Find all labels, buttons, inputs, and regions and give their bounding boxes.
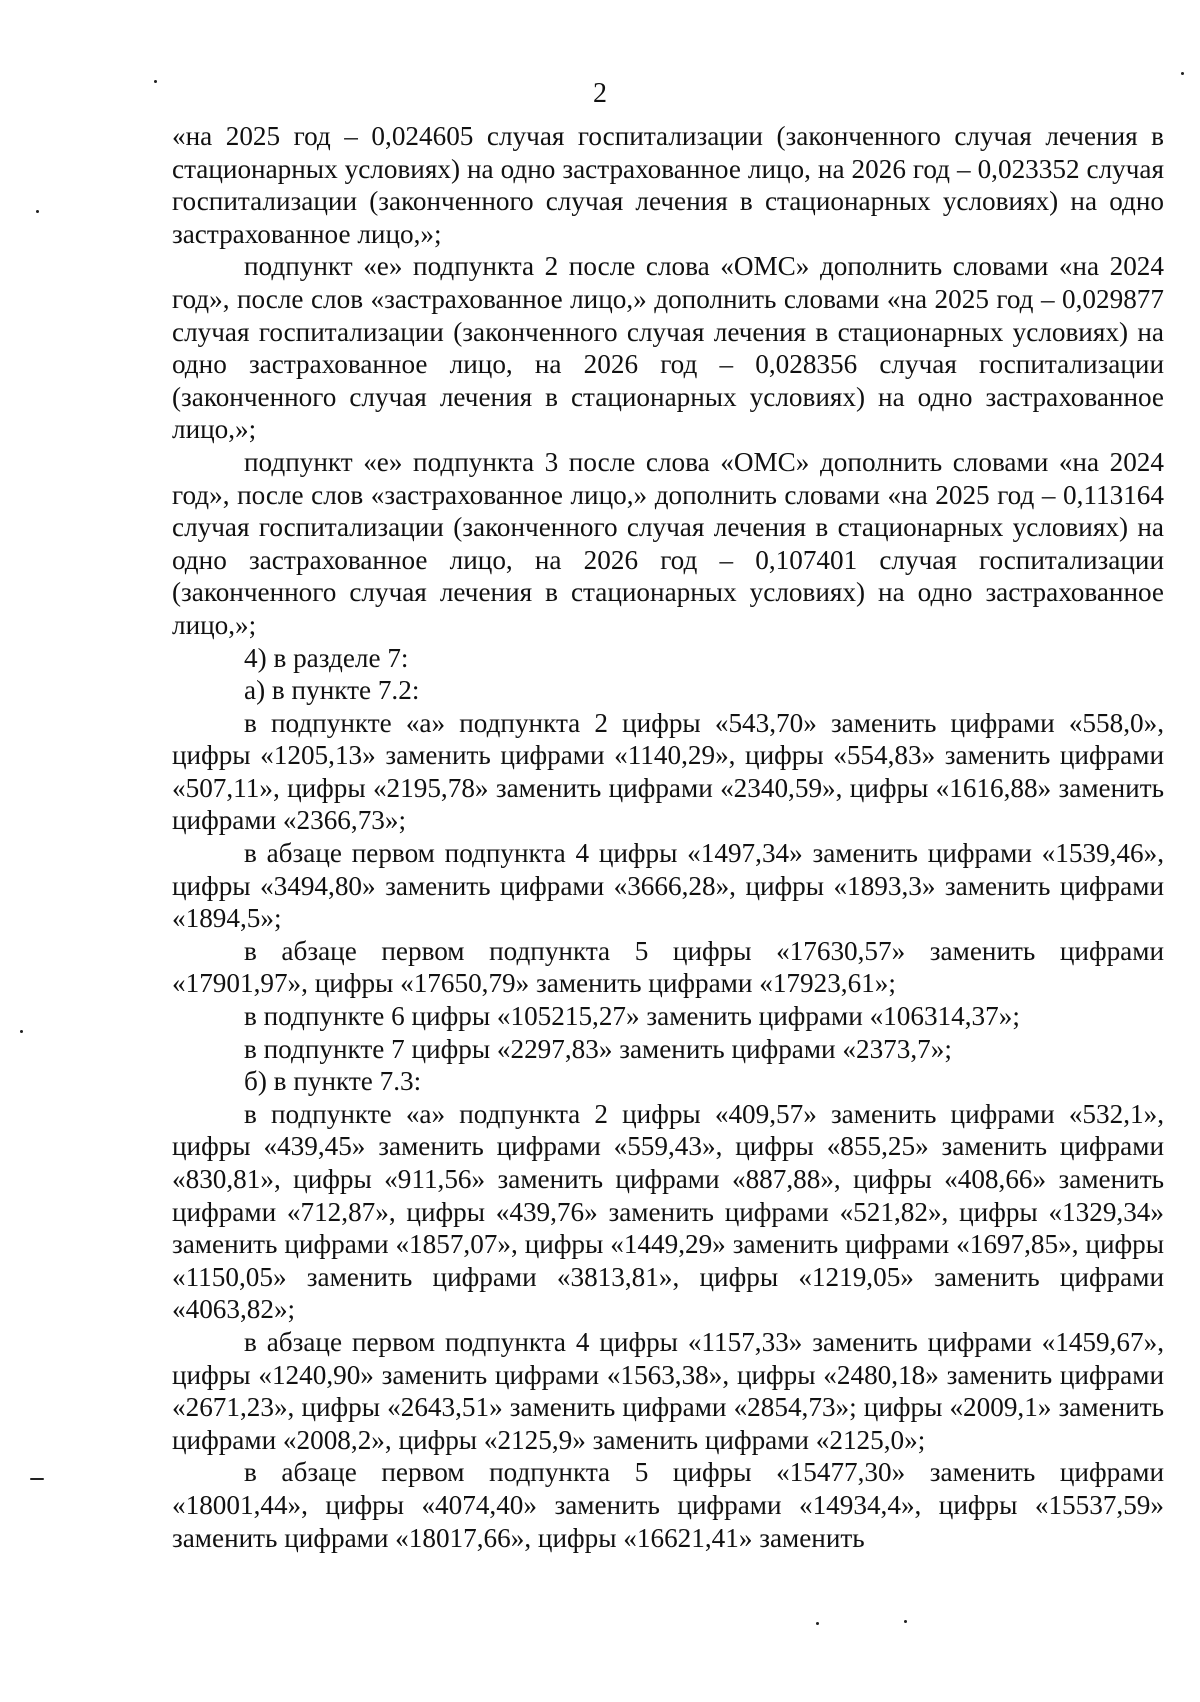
scan-speck: [30, 1478, 44, 1480]
page-number: 2: [593, 78, 607, 109]
document-body: [172, 120, 1164, 1554]
paragraph-7-2-sub-5: в абзаце первом подпункта 5 цифры «17630,57» заменить цифрами «17901,97», цифры «17650,79» заменить цифрами «17923,61»;: [172, 935, 1164, 999]
paragraph-7-3-sub-2: в подпункте «а» подпункта 2 цифры «409,57» заменить цифрами «532,1», цифры «439,45» заменить цифрами «559,43», цифры «855,25» заменить цифрами «830,81», цифры «911,56» заменить цифрами «887,88», цифры «408,66» заменить цифрами «712,87», цифры «439,76» заменить цифрами «521,82», цифры «1329,34» заменить цифрами «1857,07», цифры «1449,29» заменить цифрами «1697,85», цифры «1150,05» заменить цифрами «3813,81», цифры «1219,05» заменить цифрами «4063,82»;: [172, 1098, 1164, 1325]
scan-speck: [1181, 72, 1184, 75]
paragraph-point-7-2: а) в пункте 7.2:: [244, 675, 420, 706]
paragraph-subitem-e-3: подпункт «е» подпункта 3 после слова «ОМС» дополнить словами «на 2024 год», после слов «застрахованное лицо,» дополнить словами «на 2025 год – 0,113164 случая госпитализации (законченного случая лечения в стационарных условиях) на одно застрахованное лицо, на 2026 год – 0,107401 случая госпитализации (законченного случая лечения в стационарных условиях) на одно застрахованное лицо,»;: [172, 446, 1164, 640]
scan-speck: [20, 1030, 23, 1033]
scan-speck: [154, 80, 157, 83]
paragraph-7-2-sub-6: в подпункте 6 цифры «105215,27» заменить цифрами «106314,37»;: [244, 1001, 1020, 1032]
paragraph-7-2-sub-7: в подпункте 7 цифры «2297,83» заменить цифрами «2373,7»;: [244, 1033, 952, 1064]
paragraph-subitem-e-2: подпункт «е» подпункта 2 после слова «ОМС» дополнить словами «на 2024 год», после слов «застрахованное лицо,» дополнить словами «на 2025 год – 0,029877 случая госпитализации (законченного случая лечения в стационарных условиях) на одно застрахованное лицо, на 2026 год – 0,028356 случая госпитализации (законченного случая лечения в стационарных условиях) на одно застрахованное лицо,»;: [172, 251, 1164, 445]
paragraph-7-3-sub-5: в абзаце первом подпункта 5 цифры «15477,30» заменить цифрами «18001,44», цифры «4074,40» заменить цифрами «14934,4», цифры «15537,59» заменить цифрами «18017,66», цифры «16621,41» заменить: [172, 1457, 1164, 1553]
scan-speck: [904, 1620, 907, 1623]
paragraph-7-2-sub-2: в подпункте «а» подпункта 2 цифры «543,70» заменить цифрами «558,0», цифры «1205,13» заменить цифрами «1140,29», цифры «554,83» заменить цифрами «507,11», цифры «2195,78» заменить цифрами «2340,59», цифры «1616,88» заменить цифрами «2366,73»;: [172, 707, 1164, 836]
paragraph-point-7-3: б) в пункте 7.3:: [244, 1066, 422, 1097]
paragraph-7-2-sub-4: в абзаце первом подпункта 4 цифры «1497,34» заменить цифрами «1539,46», цифры «3494,80» заменить цифрами «3666,28», цифры «1893,3» заменить цифрами «1894,5»;: [172, 838, 1164, 934]
paragraph-section-7: 4) в разделе 7:: [244, 642, 409, 673]
scan-speck: [36, 210, 39, 213]
paragraph-continuation: «на 2025 год – 0,024605 случая госпитализации (законченного случая лечения в стационарных условиях) на одно застрахованное лицо, на 2026 год – 0,023352 случая госпитализации (законченного случая лечения в стационарных условиях) на одно застрахованное лицо,»;: [172, 121, 1164, 249]
paragraph-7-3-sub-4: в абзаце первом подпункта 4 цифры «1157,33» заменить цифрами «1459,67», цифры «1240,90» заменить цифрами «1563,38», цифры «2480,18» заменить цифрами «2671,23», цифры «2643,51» заменить цифрами «2854,73»; цифры «2009,1» заменить цифрами «2008,2», цифры «2125,9» заменить цифрами «2125,0»;: [172, 1326, 1164, 1455]
scan-speck: [816, 1622, 819, 1625]
